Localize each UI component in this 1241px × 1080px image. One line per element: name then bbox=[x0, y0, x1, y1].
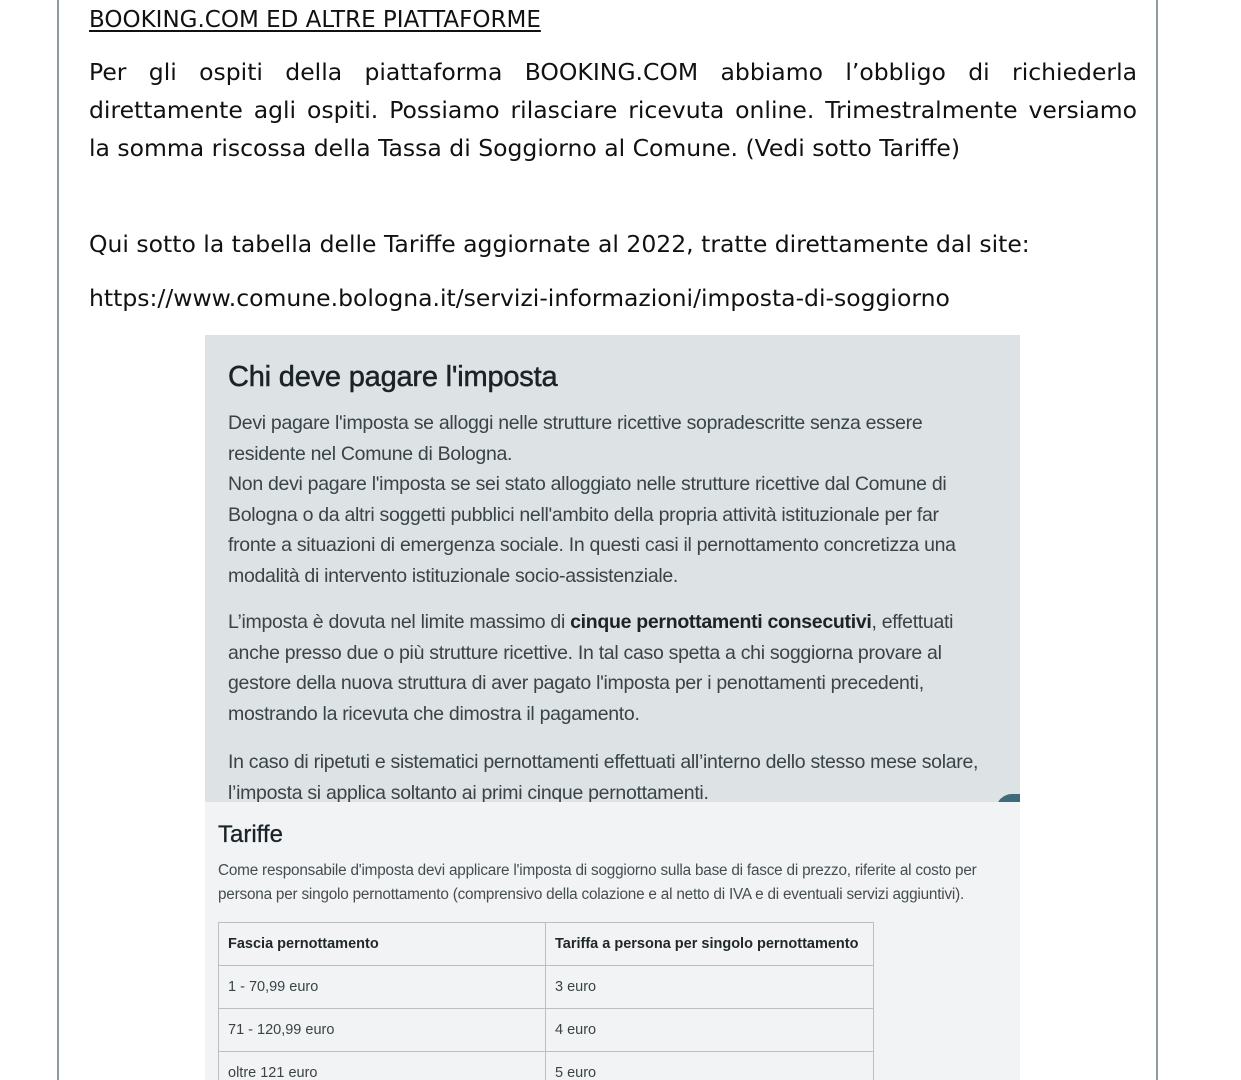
screenshot-paragraph-2 bbox=[228, 607, 988, 729]
table-header-row bbox=[219, 923, 874, 966]
table-cell: 4 euro bbox=[546, 1009, 874, 1052]
table-row bbox=[219, 1052, 874, 1080]
tariffe-title: Tariffe bbox=[218, 821, 283, 848]
paragraph-text: L’imposta è dovuta nel limite massimo di bbox=[228, 611, 571, 633]
paragraph-text: Devi pagare l'imposta se alloggi nelle strutture ricettive sopradescritte senza essere residente nel Comune di Bologna. bbox=[228, 412, 923, 465]
table-cell: 5 euro bbox=[546, 1052, 874, 1080]
tariffe-description: Come responsabile d'imposta devi applicare l'imposta di soggiorno sulla base di fasce di prezzo, riferite al costo per persona per singolo pernottamento (comprensivo della colazione e al netto di IVA e di eventuali servizi aggiuntivi). bbox=[218, 862, 977, 903]
screenshot-paragraph-3: In caso di ripetuti e sistematici pernottamenti effettuati all’interno dello stesso mese solare, l’imposta si applica soltanto ai primi cinque pernottamenti. bbox=[228, 751, 979, 802]
paragraph-text: Non devi pagare l'imposta se sei stato alloggiato nelle strutture ricettive dal Comune di Bologna o da altri soggetti pubblici nell'ambito della propria attività istituzionale per far fronte a situazioni di emergenza sociale. In questi casi il pernottamento concretizza una modalità di intervento istituzionale socio-assistenziale. bbox=[228, 473, 956, 587]
table-row bbox=[219, 1009, 874, 1052]
table-header-cell: Tariffa a persona per singolo pernottamento bbox=[546, 923, 874, 966]
table-cell: 3 euro bbox=[546, 966, 874, 1009]
tariffe-table bbox=[218, 922, 874, 1080]
screenshot-title: Chi deve pagare l'imposta bbox=[228, 361, 558, 393]
screenshot-paragraph-1 bbox=[228, 408, 988, 591]
embedded-screenshot-tariffe bbox=[205, 802, 1020, 1080]
section-heading: BOOKING.COM ED ALTRE PIATTAFORME bbox=[89, 7, 541, 33]
table-cell: oltre 121 euro bbox=[219, 1052, 546, 1080]
bold-text: cinque pernottamenti consecutivi bbox=[570, 611, 872, 633]
table-row bbox=[219, 966, 874, 1009]
tariffe-intro-paragraph: Qui sotto la tabella delle Tariffe aggiornate al 2022, tratte direttamente dal site: bbox=[89, 230, 1030, 258]
embedded-screenshot-chi-deve-pagare bbox=[205, 335, 1020, 802]
table-cell: 1 - 70,99 euro bbox=[219, 966, 546, 1009]
source-url: https://www.comune.bologna.it/servizi-informazioni/imposta-di-soggiorno bbox=[89, 284, 950, 312]
table-header-cell: Fascia pernottamento bbox=[219, 923, 546, 966]
table-cell: 71 - 120,99 euro bbox=[219, 1009, 546, 1052]
paragraph-text: , effettuati anche presso due o più strutture ricettive. In tal caso spetta a chi soggiorna provare al gestore della nuova struttura di aver pagato l'imposta per i penottamenti precedenti, mostrando la ricevuta che dimostra il pagamento. bbox=[228, 611, 954, 725]
booking-paragraph: Per gli ospiti della piattaforma BOOKING.COM abbiamo l’obbligo di richiederla direttamente agli ospiti. Possiamo rilasciare ricevuta online. Trimestralmente versiamo la somma riscossa della Tassa di Soggiorno al Comune. (Vedi sotto Tariffe) bbox=[89, 58, 1137, 162]
